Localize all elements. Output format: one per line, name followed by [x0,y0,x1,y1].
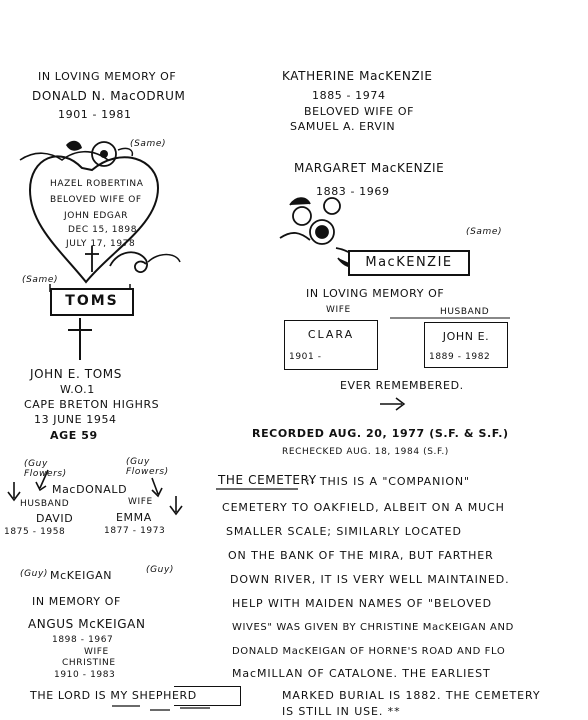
recorded-line: RECORDED AUG. 20, 1977 (S.F. & S.F.) [252,427,509,440]
notes-line-1: :- THIS IS A "COMPANION" [306,475,470,488]
toms-date: 13 JUNE 1954 [34,413,117,426]
notes-line-9: MacMILLAN OF CATALONE. THE EARLIEST [232,667,491,680]
mckeigan-guy-right: (Guy) [146,565,175,575]
clara-husband-label: HUSBAND [440,307,490,317]
mckeigan-heading: IN MEMORY OF [32,595,121,608]
ever-remembered: EVER REMEMBERED. [340,379,464,392]
macdonald-emma: EMMA [116,511,152,524]
macodrum-same-note: (Same) [130,139,167,149]
cemetery-notes-title: THE CEMETERY [218,473,317,487]
macdonald-wife-label: WIFE [128,497,153,507]
notes-line-2: CEMETERY TO OAKFIELD, ALBEIT ON A MUCH [222,501,505,514]
guy-flowers-right: (Guy Flowers) [126,457,169,477]
john-name: JOHN E. [442,330,490,343]
katherine-line-2: SAMUEL A. ERVIN [290,120,396,133]
katherine-years: 1885 - 1974 [312,89,386,102]
notes-line-10: MARKED BURIAL IS 1882. THE CEMETERY [282,689,541,702]
toms-full-name: JOHN E. TOMS [30,367,122,381]
notes-line-5: DOWN RIVER, IT IS VERY WELL MAINTAINED. [230,573,510,586]
macdonald-david: DAVID [36,512,74,525]
notes-line-3: SMALLER SCALE; SIMILARLY LOCATED [226,525,462,538]
toms-unit: CAPE BRETON HIGHRS [24,398,160,411]
epitaph-box [174,686,241,706]
toms-age: AGE 59 [50,429,98,442]
notes-line-7: WIVES" WAS GIVEN BY CHRISTINE MacKEIGAN AND [232,622,514,633]
mckeigan-guy-left: (Guy) [20,569,49,579]
toms-surname: TOMS [65,293,119,309]
margaret-same-note: (Same) [466,227,503,237]
macdonald-emma-years: 1877 - 1973 [104,526,166,536]
heart-line-5: JULY 17, 1978 [66,239,136,249]
toms-same-note: (Same) [22,275,59,285]
margaret-years: 1883 - 1969 [316,185,390,198]
katherine-line-1: BELOVED WIFE OF [304,105,415,118]
clara-plaque [284,320,378,370]
rechecked-line: RECHECKED AUG. 18, 1984 (S.F.) [282,447,449,457]
macdonald-david-years: 1875 - 1958 [4,527,66,537]
margaret-name: MARGARET MacKENZIE [294,161,445,175]
macdonald-husband-label: HUSBAND [20,499,70,509]
arrow-left [8,482,20,500]
heart-line-4: DEC 15, 1898 [68,225,138,235]
notes-line-11: IS STILL IN USE. ** [282,705,401,718]
heart-line-1: HAZEL ROBERTINA [50,179,144,189]
mackenzie-surname: MacKENZIE [365,255,453,270]
scroll-ornament [110,252,147,272]
katherine-name: KATHERINE MacKENZIE [282,69,433,83]
john-plaque [424,322,508,368]
clara-name: CLARA [307,328,355,341]
mackenzie-plaque [348,250,470,276]
notes-line-6: HELP WITH MAIDEN NAMES OF "BELOVED [232,597,492,610]
heart-line-3: JOHN EDGAR [64,211,129,221]
mckeigan-wife-label: WIFE [84,647,109,657]
mckeigan-years: 1898 - 1967 [52,635,114,645]
mckeigan-epitaph: THE LORD IS MY SHEPHERD [30,689,197,702]
notes-line-4: ON THE BANK OF THE MIRA, BUT FARTHER [228,549,494,562]
toms-rank: W.O.1 [60,383,95,396]
macodrum-name: DONALD N. MacODRUM [32,89,186,103]
mckeigan-surname: McKEIGAN [50,569,113,582]
clara-years: 1901 - [289,352,322,362]
john-years: 1889 - 1982 [429,352,491,362]
mckeigan-wife-years: 1910 - 1983 [54,670,116,680]
notes-line-8: DONALD MacKEIGAN OF HORNE'S ROAD AND FLO [232,646,506,657]
mckeigan-name: ANGUS McKEIGAN [28,617,146,631]
toms-plaque [50,288,134,316]
macodrum-heading: IN LOVING MEMORY OF [38,70,177,83]
heart-vine [20,152,108,160]
arrow-right [380,398,404,410]
clara-heading: IN LOVING MEMORY OF [306,287,445,300]
mckeigan-wife-name: CHRISTINE [62,658,116,668]
heart-line-2: BELOVED WIFE OF [50,195,142,205]
clara-wife-label: WIFE [326,305,351,315]
guy-flowers-left: (Guy Flowers) [24,459,67,479]
macdonald-surname: MacDONALD [52,483,128,496]
macodrum-years: 1901 - 1981 [58,108,132,121]
